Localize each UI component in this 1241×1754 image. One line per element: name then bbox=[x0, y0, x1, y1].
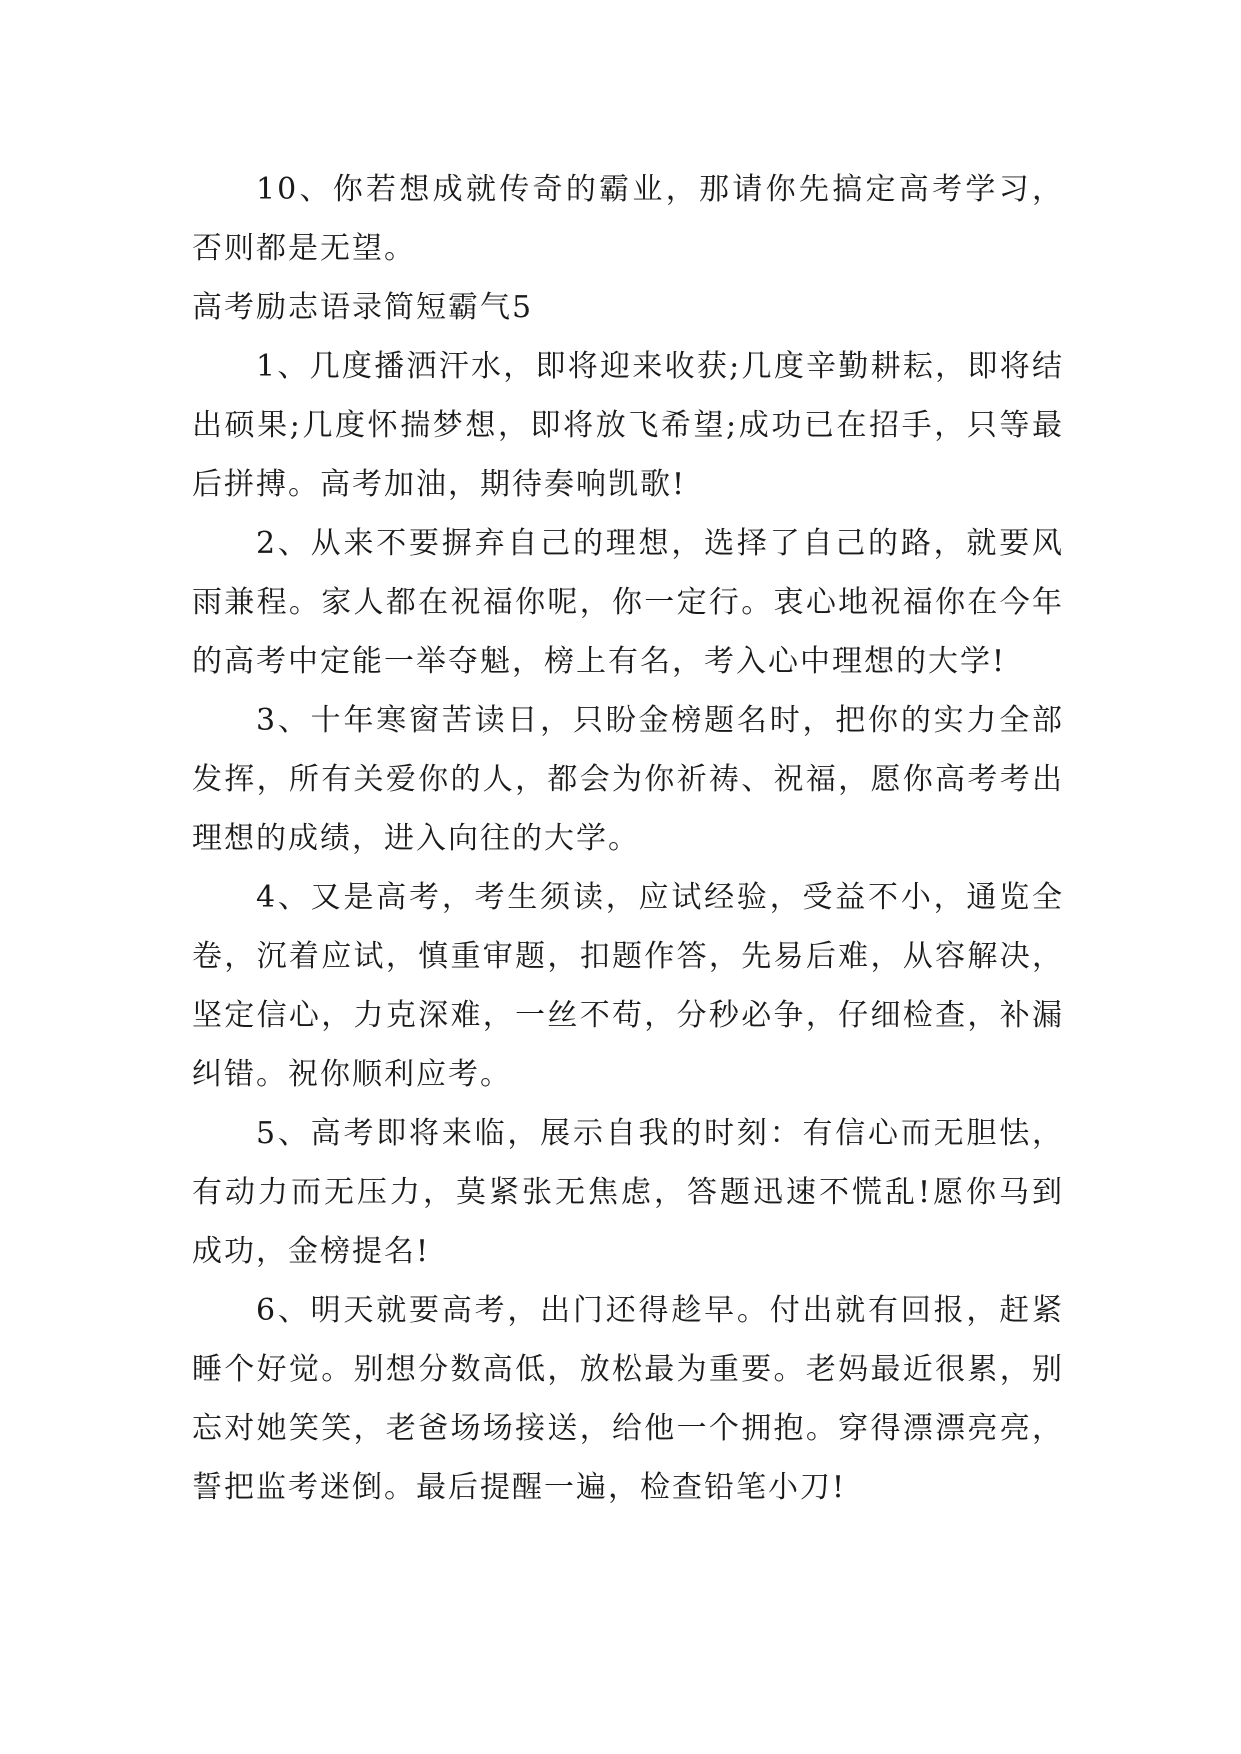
paragraph-item-3: 3、十年寒窗苦读日，只盼金榜题名时，把你的实力全部发挥，所有关爱你的人，都会为你祈祷、祝福，愿你高考考出理想的成绩，进入向往的大学。 bbox=[192, 703, 1064, 856]
paragraph-item-6: 6、明天就要高考，出门还得趁早。付出就有回报，赶紧睡个好觉。别想分数高低，放松最为重要。老妈最近很累，别忘对她笑笑，老爸场场接送，给他一个拥抱。穿得漂漂亮亮，誓把监考迷倒。最后提醒一遍，检查铅笔小刀! bbox=[192, 1293, 1064, 1505]
paragraph-item-10: 10、你若想成就传奇的霸业，那请你先搞定高考学习，否则都是无望。 bbox=[192, 172, 1064, 266]
paragraph-item-5: 5、高考即将来临，展示自我的时刻：有信心而无胆怯，有动力而无压力，莫紧张无焦虑，答题迅速不慌乱!愿你马到成功，金榜提名! bbox=[192, 1116, 1064, 1269]
section-heading: 高考励志语录简短霸气5 bbox=[192, 290, 534, 325]
paragraph-item-1: 1、几度播洒汗水，即将迎来收获;几度辛勤耕耘，即将结出硕果;几度怀揣梦想，即将放飞希望;成功已在招手，只等最后拼搏。高考加油，期待奏响凯歌! bbox=[192, 349, 1064, 502]
document-body bbox=[192, 160, 1064, 1517]
paragraph-item-4: 4、又是高考，考生须读，应试经验，受益不小，通览全卷，沉着应试，慎重审题，扣题作答，先易后难，从容解决，坚定信心，力克深难，一丝不苟，分秒必争，仔细检查，补漏纠错。祝你顺利应考。 bbox=[192, 880, 1064, 1092]
paragraph-item-2: 2、从来不要摒弃自己的理想，选择了自己的路，就要风雨兼程。家人都在祝福你呢，你一定行。衷心地祝福你在今年的高考中定能一举夺魁，榜上有名，考入心中理想的大学! bbox=[192, 526, 1064, 679]
